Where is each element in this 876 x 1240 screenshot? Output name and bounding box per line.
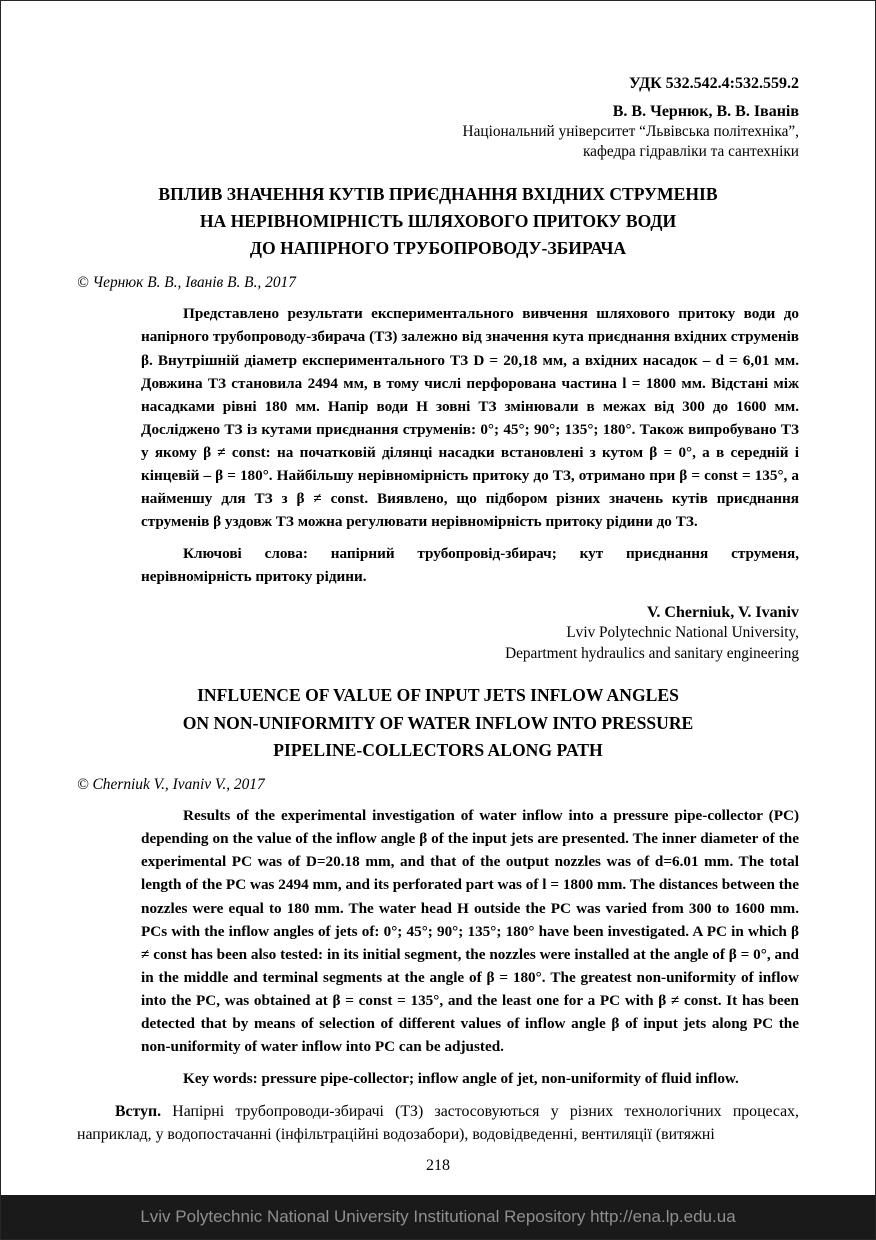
- title-ua: [97, 181, 779, 263]
- abstract-en: Results of the experimental investigation of water inflow into a pressure pipe-collector (PC) depending on the value of the inflow angle β of the input jets are presented. The inner diameter of the experimental PC was of D=20.18 mm, and that of the output nozzles was of d=6.01 mm. The total length of the PC was 2494 mm, and its perforated part was of l = 1800 mm. The distances between the nozzles were equal to 180 mm. The water head H outside the PC was varied from 300 to 1600 mm. PCs with the inflow angles of jets of: 0°; 45°; 90°; 135°; 180° have been investigated. A PC in which β ≠ const has been also tested: in its initial segment, the nozzles were installed at the angle of β = 0°, and in the middle and terminal segments at the angle of β = 180°. The greatest non-uniformity of inflow into the PC, was obtained at β = const = 135°, and the least one for a PC with β ≠ const. It has been detected that by means of selection of different values of inflow angle β of input jets along PC the non-uniformity of water inflow into PC can be adjusted.: [141, 807, 799, 1056]
- authors-ua: В. В. Чернюк, В. В. Іванів: [612, 103, 799, 121]
- title-en-line: INFLUENCE OF VALUE OF INPUT JETS INFLOW ANGLES: [197, 685, 679, 706]
- department-ua: кафедра гідравліки та сантехніки: [582, 143, 799, 161]
- header-meta: [77, 73, 799, 163]
- copyright-en: © Cherniuk V., Ivaniv V., 2017: [77, 776, 265, 794]
- authors-en: V. Cherniuk, V. Ivaniv: [646, 603, 799, 621]
- copyright-ua: © Чернюк В. В., Іванів В. В., 2017: [77, 274, 296, 292]
- keywords-ua: Ключові слова: напірний трубопровід-збирач; кут приєднання струменя, нерівномірність притоку рідини.: [141, 545, 799, 586]
- department-en: Department hydraulics and sanitary engineering: [505, 644, 799, 662]
- udc-code: УДК 532.542.4:532.559.2: [628, 75, 799, 92]
- title-en-line: PIPELINE-COLLECTORS ALONG PATH: [273, 739, 603, 760]
- page-number: 218: [426, 1157, 450, 1174]
- intro-lead: Вступ.: [115, 1103, 162, 1121]
- affiliation-en: Lviv Polytechnic National University,: [566, 624, 799, 642]
- intro-paragraph: [77, 1101, 799, 1147]
- authors-en-block: [77, 602, 799, 665]
- title-ua-line: ВПЛИВ ЗНАЧЕННЯ КУТІВ ПРИЄДНАННЯ ВХІДНИХ СТРУМЕНІВ: [158, 183, 718, 204]
- title-en-line: ON NON-UNIFORMITY OF WATER INFLOW INTO PRESSURE: [182, 712, 694, 733]
- page-content: [1, 1, 875, 1147]
- abstract-ua: Представлено результати експериментального вивчення шляхового притоку води до напірного трубопроводу-збирача (ТЗ) залежно від значення кута приєднання вхідних струменів β. Внутрішній діаметр експериментального ТЗ D = 20,18 мм, а вхідних насадок – d = 6,01 мм. Довжина ТЗ становила 2494 мм, в тому числі перфорована частина l = 1800 мм. Відстані між насадками рівні 180 мм. Напір води H зовні ТЗ змінювали в межах від 300 до 1600 мм. Досліджено ТЗ із кутами приєднання струменів: 0°; 45°; 90°; 135°; 180°. Також випробувано ТЗ у якому β ≠ const: на початковій ділянці насадки встановлені з кутом β = 0°, а в середній і кінцевій – β = 180°. Найбільшу нерівномірність притоку до ТЗ, отримано при β = const = 135°, а найменшу для ТЗ з β ≠ const. Виявлено, що підбором різних значень кутів приєднання струменів β уздовж ТЗ можна регулювати нерівномірність притоку рідини до ТЗ.: [141, 305, 799, 531]
- repository-text: Lviv Polytechnic National University Institutional Repository http://ena.lp.edu.ua: [140, 1207, 736, 1226]
- intro-text: Напірні трубопроводи-збирачі (ТЗ) застосовуються у різних технологічних процесах, наприклад, у водопостачанні (інфільтраційні водозабори), водовідведенні, вентиляції (витяжні: [77, 1103, 799, 1144]
- title-ua-line: НА НЕРІВНОМІРНІСТЬ ШЛЯХОВОГО ПРИТОКУ ВОДИ: [199, 210, 677, 231]
- keywords-en: Key words: pressure pipe-collector; inflow angle of jet, non-uniformity of fluid inflow.: [183, 1070, 739, 1088]
- title-en: [97, 682, 779, 764]
- repository-footer: [1, 1195, 875, 1239]
- affiliation-ua: Національний університет “Львівська політехніка”,: [462, 123, 799, 141]
- title-ua-line: ДО НАПІРНОГО ТРУБОПРОВОДУ-ЗБИРАЧА: [249, 238, 627, 259]
